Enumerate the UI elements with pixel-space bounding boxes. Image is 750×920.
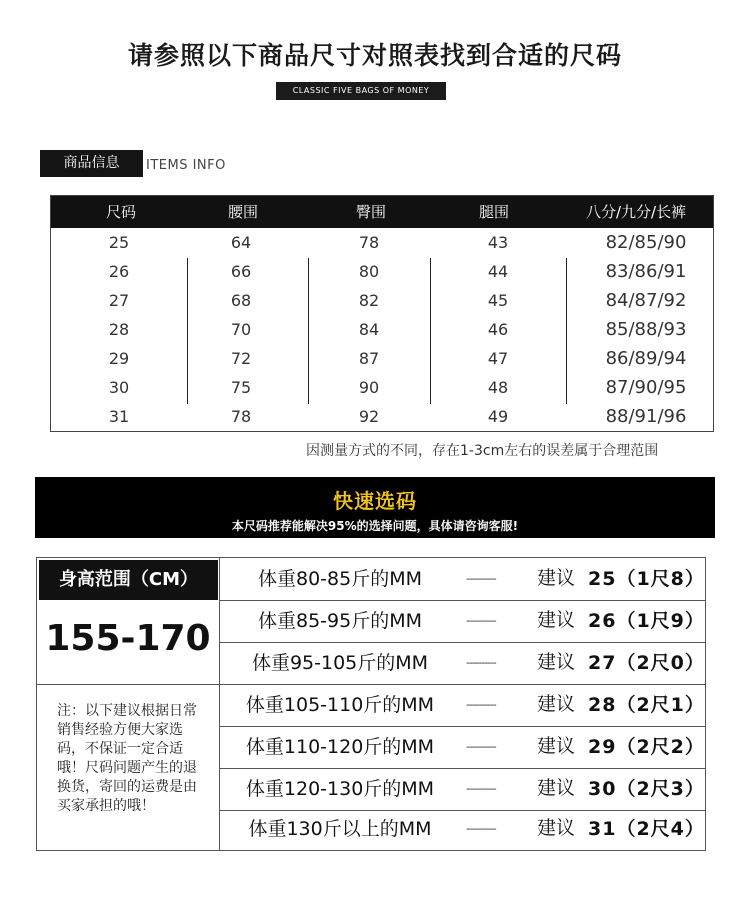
cell-size: 30	[108, 378, 130, 397]
quick-select-banner	[35, 477, 715, 538]
cell-hip: 78	[358, 233, 380, 252]
cell-size: 27	[108, 291, 130, 310]
cell-thigh: 47	[487, 349, 509, 368]
cell-waist: 72	[230, 349, 252, 368]
header-waist: 腰围	[227, 203, 258, 221]
items-info-label: 商品信息	[40, 150, 143, 177]
weight-range: 体重130斤以上的MM	[248, 818, 432, 840]
cell-hip: 87	[358, 349, 380, 368]
cell-waist: 64	[230, 233, 252, 252]
size-table-header	[51, 196, 713, 228]
cell-hip: 90	[358, 378, 380, 397]
recommended-size: 28（2尺1）	[588, 694, 705, 716]
recommended-size: 26（1尺9）	[588, 610, 705, 632]
items-info-label-en: ITEMS INFO	[146, 158, 226, 173]
recommended-size: 30（2尺3）	[588, 778, 705, 800]
table-row	[51, 257, 713, 286]
advice-label: 建议	[537, 651, 576, 673]
cell-thigh: 46	[487, 320, 509, 339]
rec-row	[220, 600, 705, 642]
advice-label: 建议	[537, 777, 576, 799]
cell-size: 29	[108, 349, 130, 368]
cell-waist: 78	[230, 407, 252, 426]
header-hip: 臀围	[355, 203, 386, 221]
cell-pants-length: 83/86/91	[605, 261, 687, 282]
dash-line: ----------	[466, 698, 496, 711]
recommended-size: 25（1尺8）	[588, 568, 705, 590]
weight-range: 体重120-130斤的MM	[245, 778, 435, 800]
cell-size: 25	[108, 233, 130, 252]
table-row	[51, 228, 713, 257]
size-table	[50, 195, 714, 432]
weight-range: 体重80-85斤的MM	[258, 568, 422, 590]
dash-line: ----------	[466, 614, 496, 627]
cell-pants-length: 86/89/94	[605, 348, 687, 369]
weight-range: 体重85-95斤的MM	[258, 610, 422, 632]
cell-waist: 68	[230, 291, 252, 310]
weight-range: 体重110-120斤的MM	[245, 736, 435, 758]
subtitle-badge: CLASSIC FIVE BAGS OF MONEY	[276, 82, 446, 100]
header-size: 尺码	[105, 203, 136, 221]
height-range-value: 155-170	[45, 618, 211, 659]
cell-waist: 66	[230, 262, 252, 281]
weight-range: 体重95-105斤的MM	[251, 652, 429, 674]
dash-line: ----------	[466, 822, 496, 835]
advice-label: 建议	[537, 817, 576, 839]
rec-row	[220, 684, 705, 726]
advice-label: 建议	[537, 693, 576, 715]
dash-line: ----------	[466, 656, 496, 669]
cell-size: 28	[108, 320, 130, 339]
cell-hip: 80	[358, 262, 380, 281]
dash-line: ----------	[466, 572, 496, 585]
cell-hip: 84	[358, 320, 380, 339]
recommendation-table	[36, 557, 706, 851]
table-row	[51, 315, 713, 344]
cell-pants-length: 87/90/95	[605, 377, 687, 398]
table-row	[51, 373, 713, 402]
cell-thigh: 48	[487, 378, 509, 397]
height-range-label: 身高范围（CM）	[39, 560, 218, 600]
header-thigh: 腿围	[478, 203, 509, 221]
quick-select-title: 快速选码	[333, 489, 417, 513]
cell-waist: 75	[230, 378, 252, 397]
cell-waist: 70	[230, 320, 252, 339]
rec-row	[220, 642, 705, 684]
cell-pants-length: 84/87/92	[605, 290, 687, 311]
rec-row	[220, 768, 705, 810]
measurement-note: 因测量方式的不同，存在1-3cm左右的误差属于合理范围	[306, 443, 659, 459]
recommended-size: 27（2尺0）	[588, 652, 705, 674]
cell-thigh: 45	[487, 291, 509, 310]
table-row	[51, 286, 713, 315]
advice-label: 建议	[537, 609, 576, 631]
recommended-size: 31（2尺4）	[588, 818, 705, 840]
cell-pants-length: 82/85/90	[605, 232, 687, 253]
weight-range: 体重105-110斤的MM	[245, 694, 435, 716]
cell-hip: 92	[358, 407, 380, 426]
table-row	[51, 402, 713, 431]
cell-pants-length: 85/88/93	[605, 319, 687, 340]
dash-line: ----------	[466, 782, 496, 795]
recommended-size: 29（2尺2）	[588, 736, 705, 758]
rec-row	[220, 726, 705, 768]
header-pants-length: 八分/九分/长裤	[585, 203, 687, 221]
cell-thigh: 44	[487, 262, 509, 281]
cell-thigh: 49	[487, 407, 509, 426]
cell-thigh: 43	[487, 233, 509, 252]
cell-hip: 82	[358, 291, 380, 310]
main-title: 请参照以下商品尺寸对照表找到合适的尺码	[127, 41, 622, 70]
advice-label: 建议	[537, 567, 576, 589]
cell-size: 26	[108, 262, 130, 281]
disclaimer-note: 注：以下建议根据日常销售经验方便大家选码，不保证一定合适哦！尺码问题产生的退换货，寄回的运费是由买家承担的哦！	[57, 703, 197, 814]
dash-line: ----------	[466, 740, 496, 753]
rec-row	[220, 558, 705, 600]
cell-size: 31	[108, 407, 130, 426]
rec-row	[220, 808, 705, 850]
quick-select-subtitle: 本尺码推荐能解决95%的选择问题，具体请咨询客服!	[231, 519, 519, 533]
cell-pants-length: 88/91/96	[605, 406, 687, 427]
advice-label: 建议	[537, 735, 576, 757]
table-row	[51, 344, 713, 373]
left-separator	[37, 684, 220, 685]
